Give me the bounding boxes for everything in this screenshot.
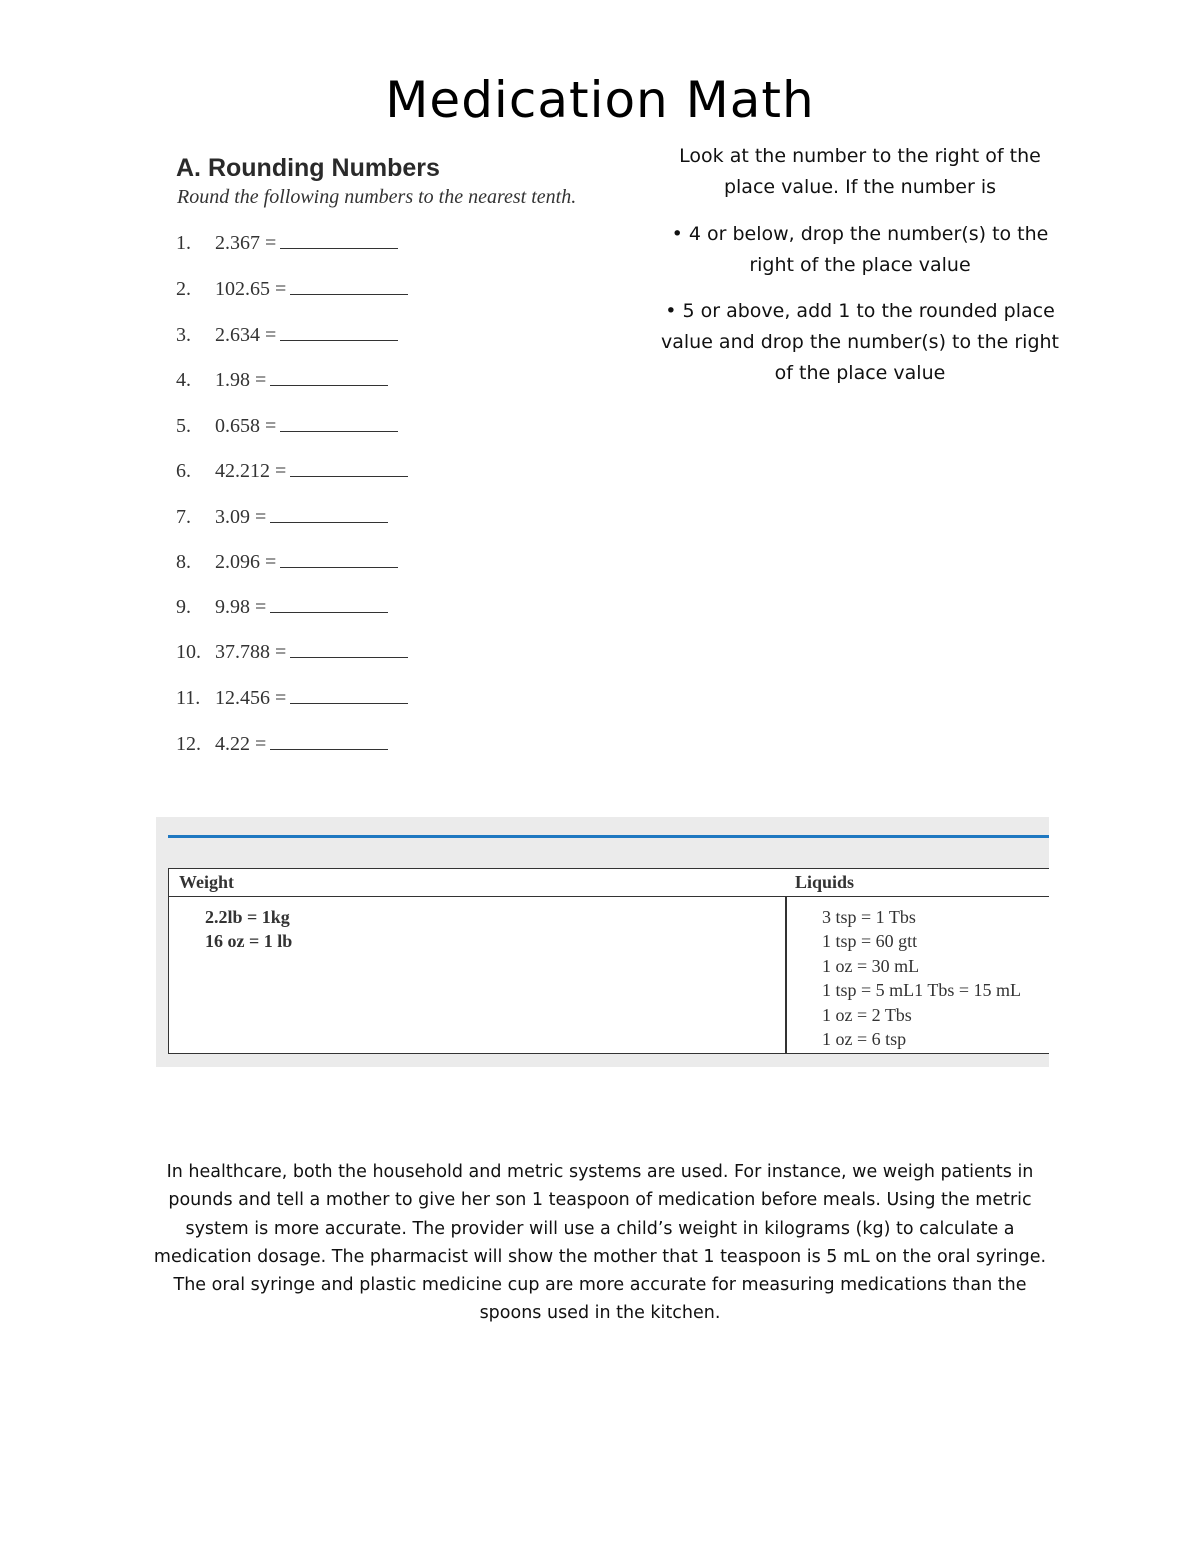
problem-number: 1. — [176, 232, 191, 254]
problem-number: 2. — [176, 278, 191, 300]
rounding-problem — [176, 368, 388, 392]
answer-blank[interactable] — [270, 596, 388, 613]
liquid-conversion-item: 1 oz = 2 Tbs — [822, 1004, 912, 1025]
problem-number: 9. — [176, 596, 191, 618]
answer-blank[interactable] — [280, 551, 398, 568]
liquids-column-header: Liquids — [795, 872, 855, 892]
rounding-hint-intro: Look at the number to the right of the place value. If the number is — [679, 145, 1041, 198]
answer-blank[interactable] — [280, 324, 398, 341]
answer-blank[interactable] — [290, 687, 408, 704]
liquid-conversion-item: 1 tsp = 5 mL1 Tbs = 15 mL — [822, 980, 1021, 1001]
rounding-problem — [176, 277, 408, 301]
answer-blank[interactable] — [270, 369, 388, 386]
rounding-rule-round-up: • 5 or above, add 1 to the rounded place value and drop the number(s) to the right of the place value — [660, 300, 1060, 384]
problem-number: 7. — [176, 506, 191, 528]
problem-expression: 9.98 = — [215, 596, 267, 618]
answer-blank[interactable] — [280, 232, 398, 249]
problem-expression: 2.367 = — [215, 232, 277, 254]
column-divider — [785, 897, 787, 1054]
rounding-problem — [176, 231, 398, 255]
liquid-conversion-item: 1 oz = 6 tsp — [822, 1029, 907, 1050]
problem-number: 5. — [176, 415, 191, 437]
problem-expression: 3.09 = — [215, 506, 267, 528]
answer-blank[interactable] — [280, 415, 398, 432]
liquid-conversion-item: 1 oz = 30 mL — [822, 955, 920, 976]
rounding-problem — [176, 595, 388, 619]
rounding-rule-round-down: • 4 or below, drop the number(s) to the right of the place value — [671, 223, 1049, 276]
answer-blank[interactable] — [270, 506, 388, 523]
rounding-problem — [176, 323, 398, 347]
rounding-problem — [176, 732, 388, 756]
problem-number: 12. — [176, 733, 201, 755]
rounding-problem — [176, 550, 398, 574]
problem-expression: 0.658 = — [215, 415, 277, 437]
rounding-problem — [176, 505, 388, 529]
problem-expression: 1.98 = — [215, 369, 267, 391]
liquid-conversion-item: 1 tsp = 60 gtt — [822, 931, 918, 952]
weight-column-header: Weight — [179, 872, 235, 892]
healthcare-measurement-paragraph: In healthcare, both the household and metric systems are used. For instance, we weigh patients in pounds and tell a mother to give her son 1 teaspoon of medication before meals. Using the metric system is more accurate. The provider will use a child’s weight in kilograms (kg) to calculate a medication dosage. The pharmacist will show the mother that 1 teaspoon is 5 mL on the oral syringe. The oral syringe and plastic medicine cup are more accurate for measuring medications than the spoons used in the kitchen. — [153, 1162, 1047, 1324]
page-title: Medication Math — [385, 71, 815, 129]
problem-expression: 2.096 = — [215, 551, 277, 573]
problem-number: 6. — [176, 460, 191, 482]
section-heading: A. Rounding Numbers — [176, 154, 440, 182]
answer-blank[interactable] — [290, 641, 408, 658]
rounding-problem — [176, 640, 408, 664]
problem-number: 11. — [176, 687, 201, 709]
rounding-problem — [176, 414, 398, 438]
answer-blank[interactable] — [290, 460, 408, 477]
conversion-table-header — [169, 869, 1049, 897]
problem-number: 4. — [176, 369, 191, 391]
weight-conversion-item: 16 oz = 1 lb — [205, 931, 293, 951]
problem-number: 8. — [176, 551, 191, 573]
answer-blank[interactable] — [290, 278, 408, 295]
liquid-conversions — [822, 905, 1021, 1051]
problem-number: 10. — [176, 641, 201, 663]
weight-conversions — [205, 905, 292, 953]
problem-expression: 42.212 = — [215, 460, 287, 482]
problem-expression: 4.22 = — [215, 733, 267, 755]
rounding-problem — [176, 686, 408, 710]
problem-number: 3. — [176, 324, 191, 346]
problem-expression: 102.65 = — [215, 278, 287, 300]
conversion-table — [168, 868, 1049, 1054]
answer-blank[interactable] — [270, 733, 388, 750]
problem-expression: 2.634 = — [215, 324, 277, 346]
rounding-problem — [176, 459, 408, 483]
liquid-conversion-item: 3 tsp = 1 Tbs — [822, 907, 916, 927]
weight-conversion-item: 2.2lb = 1kg — [205, 907, 290, 927]
problem-expression: 12.456 = — [215, 687, 287, 709]
problem-expression: 37.788 = — [215, 641, 287, 663]
section-instruction: Round the following numbers to the nearest tenth. — [177, 186, 577, 208]
panel-accent-rule — [168, 835, 1049, 838]
